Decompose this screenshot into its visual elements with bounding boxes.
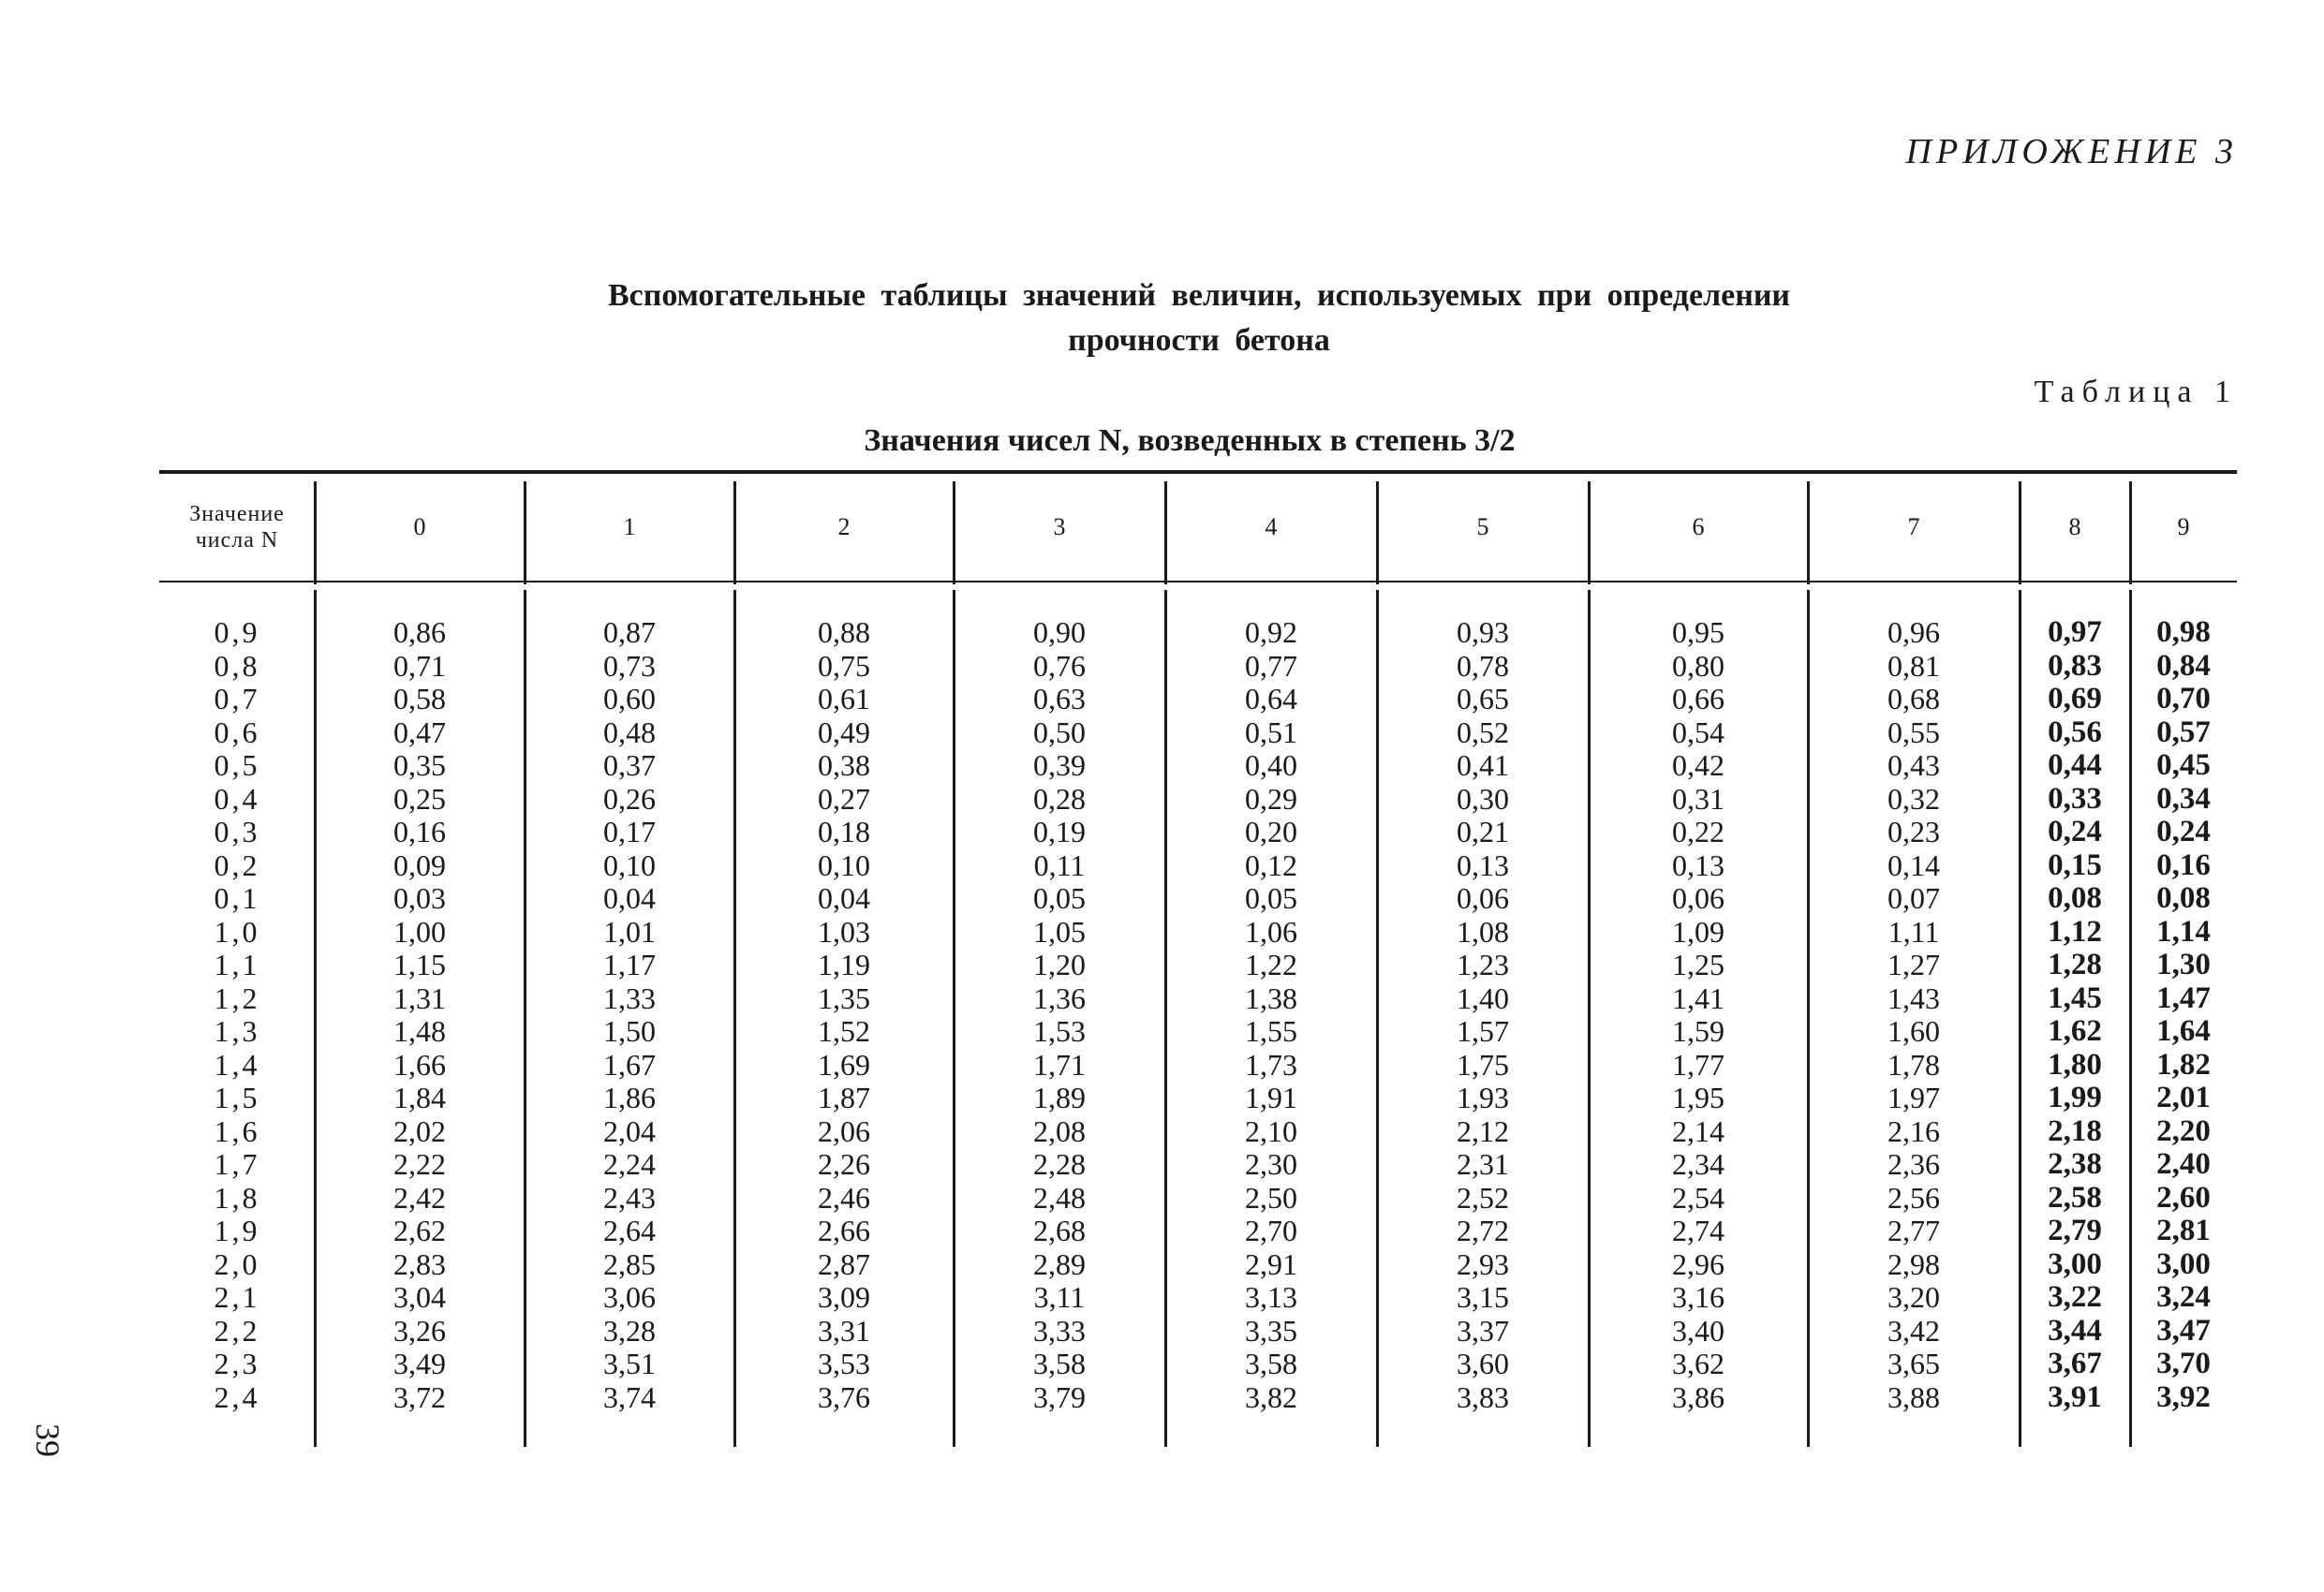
table-cell: 1,47 [2156, 980, 2211, 1015]
n-value-cell: 2,0 [214, 1246, 260, 1281]
n-value-cell: 1,2 [214, 980, 260, 1015]
table-cell: 3,37 [1457, 1313, 1509, 1348]
table-cell: 0,17 [603, 815, 656, 848]
table-cell: 0,14 [1887, 848, 1940, 882]
n-value-cell: 0,5 [214, 748, 260, 782]
n-value-cell: 0,7 [214, 682, 260, 715]
table-cell: 1,14 [2156, 914, 2211, 949]
table-cell: 2,93 [1457, 1246, 1509, 1281]
table-cell: 0,24 [2048, 815, 2102, 848]
table-cell: 0,19 [1033, 815, 1086, 848]
table-cell: 3,67 [2048, 1347, 2102, 1380]
table-cell: 1,33 [603, 980, 656, 1015]
table-cell: 1,25 [1672, 948, 1724, 981]
n-value-cell: 0,4 [214, 781, 260, 816]
table-cell: 0,08 [2156, 881, 2211, 915]
table-cell: 1,19 [818, 948, 870, 981]
table-cell: 1,64 [2156, 1014, 2211, 1048]
column-digit-5 [1377, 474, 1589, 1443]
n-value-cell: 0,3 [214, 815, 260, 848]
table-cell: 3,31 [818, 1313, 870, 1348]
table-cell: 3,44 [2048, 1313, 2102, 1348]
table-cell: 0,42 [1672, 748, 1724, 782]
table-cell: 2,50 [1245, 1180, 1297, 1215]
table-cell: 0,37 [603, 748, 656, 782]
table-cell: 0,12 [1245, 848, 1297, 882]
table-cell: 2,14 [1672, 1113, 1724, 1148]
n-value-cell: 0,2 [214, 848, 260, 882]
n-value-cell: 1,5 [214, 1081, 260, 1114]
column-digit-3 [954, 474, 1165, 1443]
table-cell: 2,16 [1887, 1113, 1940, 1148]
table-cell: 1,99 [2048, 1081, 2102, 1114]
table-cell: 2,52 [1457, 1180, 1509, 1215]
table-cell: 1,41 [1672, 980, 1724, 1015]
table-cell: 2,42 [393, 1180, 446, 1215]
table-cell: 0,31 [1672, 781, 1724, 816]
table-cell: 1,73 [1245, 1047, 1297, 1082]
table-cell: 0,80 [1672, 648, 1724, 683]
table-cell: 3,62 [1672, 1347, 1724, 1380]
table-cell: 3,42 [1887, 1313, 1940, 1348]
table-cell: 2,79 [2048, 1214, 2102, 1247]
column-digit-8 [2020, 474, 2130, 1443]
table-cell: 0,25 [393, 781, 446, 816]
table-cell: 0,30 [1457, 781, 1509, 816]
table-cell: 1,36 [1033, 980, 1086, 1015]
n-value-cell: 1,8 [214, 1180, 260, 1215]
table-title [159, 423, 2220, 459]
table-cell: 2,34 [1672, 1147, 1724, 1181]
table-cell: 0,84 [2156, 648, 2211, 683]
table-cell: 0,23 [1887, 815, 1940, 848]
column-header-0: 0 [413, 513, 426, 540]
document-title-line-1: Вспомогательные таблицы значений величин, используемых при определении [607, 278, 1791, 313]
table-cell: 3,72 [393, 1379, 446, 1414]
table-cell: 0,49 [818, 715, 870, 749]
table-cell: 2,02 [393, 1113, 446, 1148]
table-cell: 1,53 [1033, 1014, 1086, 1048]
table-cell: 0,52 [1457, 715, 1509, 749]
table-cell: 3,91 [2048, 1379, 2102, 1414]
column-digit-1 [525, 474, 734, 1443]
table-cell: 3,13 [1245, 1280, 1297, 1314]
table-cell: 3,00 [2156, 1246, 2211, 1281]
table-cell: 1,69 [818, 1047, 870, 1082]
table-cell: 3,35 [1245, 1313, 1297, 1348]
table-cell: 0,04 [603, 881, 656, 915]
table-cell: 0,81 [1887, 648, 1940, 683]
n-value-cell: 1,7 [214, 1147, 260, 1181]
table-cell: 2,30 [1245, 1147, 1297, 1181]
table-cell: 0,57 [2156, 715, 2211, 749]
table-cell: 0,47 [393, 715, 446, 749]
table-cell: 3,09 [818, 1280, 870, 1314]
table-cell: 2,68 [1033, 1214, 1086, 1247]
table-cell: 1,20 [1033, 948, 1086, 981]
table-cell: 3,86 [1672, 1379, 1724, 1414]
column-header-6: 6 [1692, 513, 1705, 540]
table-cell: 1,97 [1887, 1081, 1940, 1114]
table-cell: 0,03 [393, 881, 446, 915]
table-cell: 1,89 [1033, 1081, 1086, 1114]
table-cell: 1,45 [2048, 980, 2102, 1015]
table-cell: 0,05 [1245, 881, 1297, 915]
table-cell: 2,31 [1457, 1147, 1509, 1181]
table-cell: 0,51 [1245, 715, 1297, 749]
table-cell: 2,40 [2156, 1147, 2211, 1181]
table-cell: 1,00 [393, 914, 446, 949]
table-cell: 1,28 [2048, 948, 2102, 981]
table-cell: 0,65 [1457, 682, 1509, 715]
n-value-cell: 0,8 [214, 648, 260, 683]
table-cell: 0,56 [2048, 715, 2102, 749]
table-cell: 1,06 [1245, 914, 1297, 949]
table-cell: 2,91 [1245, 1246, 1297, 1281]
table-cell: 1,40 [1457, 980, 1509, 1015]
table-cell: 1,01 [603, 914, 656, 949]
table-cell: 2,26 [818, 1147, 870, 1181]
table-cell: 3,92 [2156, 1379, 2211, 1414]
table-cell: 1,05 [1033, 914, 1086, 949]
table-cell: 1,50 [603, 1014, 656, 1048]
n-value-cell: 2,1 [214, 1280, 260, 1314]
table-cell: 2,10 [1245, 1113, 1297, 1148]
table-cell: 0,98 [2156, 615, 2211, 649]
n-value-cell: 1,6 [214, 1113, 260, 1148]
table-cell: 0,73 [603, 648, 656, 683]
table-cell: 2,56 [1887, 1180, 1940, 1215]
column-digit-0 [315, 474, 525, 1443]
table-cell: 2,72 [1457, 1214, 1509, 1247]
table-cell: 0,07 [1887, 881, 1940, 915]
table-cell: 0,83 [2048, 648, 2102, 683]
table-cell: 2,08 [1033, 1113, 1086, 1148]
column-header-3: 3 [1053, 513, 1066, 540]
table-cell: 0,43 [1887, 748, 1940, 782]
table-cell: 1,59 [1672, 1014, 1724, 1048]
table-cell: 0,24 [2156, 815, 2211, 848]
table-cell: 0,27 [818, 781, 870, 816]
table-cell: 2,83 [393, 1246, 446, 1281]
table-cell: 3,20 [1887, 1280, 1940, 1314]
table-cell: 0,10 [818, 848, 870, 882]
table-cell: 3,70 [2156, 1347, 2211, 1380]
table-cell: 3,04 [393, 1280, 446, 1314]
table-cell: 0,76 [1033, 648, 1086, 683]
table-cell: 1,43 [1887, 980, 1940, 1015]
table-cell: 0,71 [393, 648, 446, 683]
table-cell: 2,04 [603, 1113, 656, 1148]
table-cell: 2,54 [1672, 1180, 1724, 1215]
table-cell: 0,16 [393, 815, 446, 848]
table-cell: 2,38 [2048, 1147, 2102, 1181]
table-cell: 2,66 [818, 1214, 870, 1247]
table-cell: 1,93 [1457, 1081, 1509, 1114]
table-cell: 3,15 [1457, 1280, 1509, 1314]
table-cell: 0,64 [1245, 682, 1297, 715]
n-value-cell: 2,4 [214, 1379, 260, 1414]
table-cell: 0,93 [1457, 615, 1509, 649]
column-header-4: 4 [1265, 513, 1278, 540]
table-cell: 0,95 [1672, 615, 1724, 649]
table-cell: 3,00 [2048, 1246, 2102, 1281]
table-cell: 0,11 [1033, 848, 1086, 882]
table-cell: 1,84 [393, 1081, 446, 1114]
table-cell: 1,77 [1672, 1047, 1724, 1082]
table-cell: 1,62 [2048, 1014, 2102, 1048]
table-cell: 1,38 [1245, 980, 1297, 1015]
table-cell: 2,58 [2048, 1180, 2102, 1215]
table-cell: 1,55 [1245, 1014, 1297, 1048]
table-cell: 0,15 [2048, 848, 2102, 882]
table-cell: 0,41 [1457, 748, 1509, 782]
table-title-text: Значения чисел N, возведенных в степень 3/2 [864, 423, 1516, 458]
table-cell: 0,75 [818, 648, 870, 683]
column-digit-4 [1165, 474, 1377, 1443]
column-digit-2 [734, 474, 954, 1443]
table-cell: 2,64 [603, 1214, 656, 1247]
table-cell: 0,04 [818, 881, 870, 915]
column-header-5: 5 [1476, 513, 1489, 540]
table-cell: 0,10 [603, 848, 656, 882]
table-cell: 3,79 [1033, 1379, 1086, 1414]
table-cell: 0,26 [603, 781, 656, 816]
table-cell: 3,88 [1887, 1379, 1940, 1414]
column-digit-9 [2130, 474, 2237, 1443]
header-n-label-line: Значение [189, 502, 285, 526]
table-cell: 2,06 [818, 1113, 870, 1148]
table-cell: 3,26 [393, 1313, 446, 1348]
table-cell: 0,86 [393, 615, 446, 649]
n-value-cell: 0,1 [214, 881, 260, 915]
table-cell: 1,86 [603, 1081, 656, 1114]
table-cell: 3,82 [1245, 1379, 1297, 1414]
table-cell: 1,35 [818, 980, 870, 1015]
column-digit-6 [1589, 474, 1808, 1443]
table-cell: 0,28 [1033, 781, 1086, 816]
table-cell: 0,33 [2048, 781, 2102, 816]
table-cell: 2,24 [603, 1147, 656, 1181]
table-cell: 0,13 [1672, 848, 1724, 882]
page-number: 39 [29, 1423, 67, 1457]
table-cell: 0,29 [1245, 781, 1297, 816]
table-cell: 0,38 [818, 748, 870, 782]
table-cell: 1,30 [2156, 948, 2211, 981]
table-cell: 2,98 [1887, 1246, 1940, 1281]
table-cell: 0,13 [1457, 848, 1509, 882]
table-cell: 3,24 [2156, 1280, 2211, 1314]
table-cell: 0,55 [1887, 715, 1940, 749]
table-cell: 1,09 [1672, 914, 1724, 949]
table-cell: 2,60 [2156, 1180, 2211, 1215]
table-cell: 0,16 [2156, 848, 2211, 882]
table-cell: 0,69 [2048, 682, 2102, 715]
table-cell: 0,60 [603, 682, 656, 715]
table-cell: 2,12 [1457, 1113, 1509, 1148]
column-header-7: 7 [1907, 513, 1920, 540]
table-cell: 0,63 [1033, 682, 1086, 715]
n-value-cell: 1,3 [214, 1014, 260, 1048]
table-cell: 0,70 [2156, 682, 2211, 715]
table-cell: 0,48 [603, 715, 656, 749]
table-cell: 1,87 [818, 1081, 870, 1114]
table-cell: 3,53 [818, 1347, 870, 1380]
table-cell: 3,47 [2156, 1313, 2211, 1348]
table-cell: 1,60 [1887, 1014, 1940, 1048]
table-cell: 2,89 [1033, 1246, 1086, 1281]
table-label: Таблица 1 [2034, 375, 2238, 409]
table-cell: 0,58 [393, 682, 446, 715]
table-cell: 1,23 [1457, 948, 1509, 981]
table-cell: 0,87 [603, 615, 656, 649]
table-cell: 1,15 [393, 948, 446, 981]
table-cell: 2,62 [393, 1214, 446, 1247]
table-cell: 0,20 [1245, 815, 1297, 848]
n-value-cell: 2,2 [214, 1313, 260, 1348]
table-cell: 2,74 [1672, 1214, 1724, 1247]
table-cell: 3,60 [1457, 1347, 1509, 1380]
n-value-cell: 2,3 [214, 1347, 260, 1380]
table-cell: 0,21 [1457, 815, 1509, 848]
header-n-label-line: числа N [195, 528, 279, 553]
table-cell: 3,40 [1672, 1313, 1724, 1348]
table-cell: 0,61 [818, 682, 870, 715]
table-cell: 1,03 [818, 914, 870, 949]
table-cell: 2,43 [603, 1180, 656, 1215]
table-cell: 1,22 [1245, 948, 1297, 981]
table-cell: 1,71 [1033, 1047, 1086, 1082]
table-cell: 0,68 [1887, 682, 1940, 715]
table-cell: 1,12 [2048, 914, 2102, 949]
table-cell: 2,87 [818, 1246, 870, 1281]
table-cell: 3,11 [1033, 1280, 1086, 1314]
table-cell: 2,77 [1887, 1214, 1940, 1247]
column-digit-7 [1808, 474, 2020, 1443]
table-cell: 1,91 [1245, 1081, 1297, 1114]
table-cell: 2,81 [2156, 1214, 2211, 1247]
table-cell: 0,22 [1672, 815, 1724, 848]
header-n-label [159, 474, 315, 581]
table-cell: 1,52 [818, 1014, 870, 1048]
table-cell: 2,18 [2048, 1113, 2102, 1148]
table-cell: 3,65 [1887, 1347, 1940, 1380]
n-value-cell: 0,9 [214, 615, 260, 649]
n-value-cell: 1,9 [214, 1214, 260, 1247]
table-cell: 0,54 [1672, 715, 1724, 749]
table-cell: 0,06 [1457, 881, 1509, 915]
table-cell: 2,22 [393, 1147, 446, 1181]
n-value-cell: 1,1 [214, 948, 260, 981]
table-cell: 0,06 [1672, 881, 1724, 915]
table-cell: 0,09 [393, 848, 446, 882]
document-title [281, 273, 2117, 363]
table-cell: 1,48 [393, 1014, 446, 1048]
table-cell: 0,88 [818, 615, 870, 649]
table-cell: 0,50 [1033, 715, 1086, 749]
table-cell: 2,46 [818, 1180, 870, 1215]
table-cell: 3,22 [2048, 1280, 2102, 1314]
table-cell: 1,08 [1457, 914, 1509, 949]
table-cell: 2,36 [1887, 1147, 1940, 1181]
table-cell: 2,96 [1672, 1246, 1724, 1281]
table-cell: 1,75 [1457, 1047, 1509, 1082]
table-cell: 2,01 [2156, 1081, 2211, 1114]
table-cell: 1,95 [1672, 1081, 1724, 1114]
table-cell: 0,18 [818, 815, 870, 848]
n-value-cell: 1,4 [214, 1047, 260, 1082]
table-cell: 2,48 [1033, 1180, 1086, 1215]
table-cell: 0,08 [2048, 881, 2102, 915]
table-cell: 3,58 [1033, 1347, 1086, 1380]
table-cell: 1,67 [603, 1047, 656, 1082]
table-cell: 0,40 [1245, 748, 1297, 782]
table-cell: 0,45 [2156, 748, 2211, 782]
table-cell: 3,51 [603, 1347, 656, 1380]
table-cell: 0,66 [1672, 682, 1724, 715]
column-header-2: 2 [837, 513, 851, 540]
table-cell: 2,85 [603, 1246, 656, 1281]
column-header-8: 8 [2068, 513, 2081, 540]
table-cell: 0,44 [2048, 748, 2102, 782]
appendix-label: ПРИЛОЖЕНИЕ 3 [1905, 132, 2238, 171]
table-cell: 3,83 [1457, 1379, 1509, 1414]
table-cell: 1,66 [393, 1047, 446, 1082]
table-cell: 0,78 [1457, 648, 1509, 683]
table-cell: 3,74 [603, 1379, 656, 1414]
table-cell: 3,49 [393, 1347, 446, 1380]
table-cell: 3,58 [1245, 1347, 1297, 1380]
table-cell: 0,77 [1245, 648, 1297, 683]
table-cell: 0,97 [2048, 615, 2102, 649]
table-cell: 0,92 [1245, 615, 1297, 649]
table-cell: 1,27 [1887, 948, 1940, 981]
n-value-cell: 1,0 [214, 914, 260, 949]
column-n-values [159, 474, 315, 1443]
table-cell: 0,96 [1887, 615, 1940, 649]
table-cell: 1,82 [2156, 1047, 2211, 1082]
document-title-line-2: прочности бетона [1068, 323, 1330, 358]
table-cell: 1,57 [1457, 1014, 1509, 1048]
n-value-cell: 0,6 [214, 715, 260, 749]
table-cell: 0,39 [1033, 748, 1086, 782]
table-cell: 2,70 [1245, 1214, 1297, 1247]
table-cell: 1,80 [2048, 1047, 2102, 1082]
column-header-1: 1 [623, 513, 636, 540]
table-cell: 0,32 [1887, 781, 1940, 816]
table-cell: 0,34 [2156, 781, 2211, 816]
table-cell: 3,06 [603, 1280, 656, 1314]
table-cell: 1,78 [1887, 1047, 1940, 1082]
table-cell: 1,17 [603, 948, 656, 981]
table-cell: 3,28 [603, 1313, 656, 1348]
table-cell: 2,20 [2156, 1113, 2211, 1148]
table-cell: 1,31 [393, 980, 446, 1015]
column-header-9: 9 [2177, 513, 2190, 540]
table-cell: 3,16 [1672, 1280, 1724, 1314]
table-cell: 3,33 [1033, 1313, 1086, 1348]
table-cell: 3,76 [818, 1379, 870, 1414]
table-cell: 0,90 [1033, 615, 1086, 649]
table-cell: 0,05 [1033, 881, 1086, 915]
table-cell: 2,28 [1033, 1147, 1086, 1181]
table-cell: 1,11 [1887, 914, 1940, 949]
table-cell: 0,35 [393, 748, 446, 782]
values-table [159, 474, 2237, 1443]
